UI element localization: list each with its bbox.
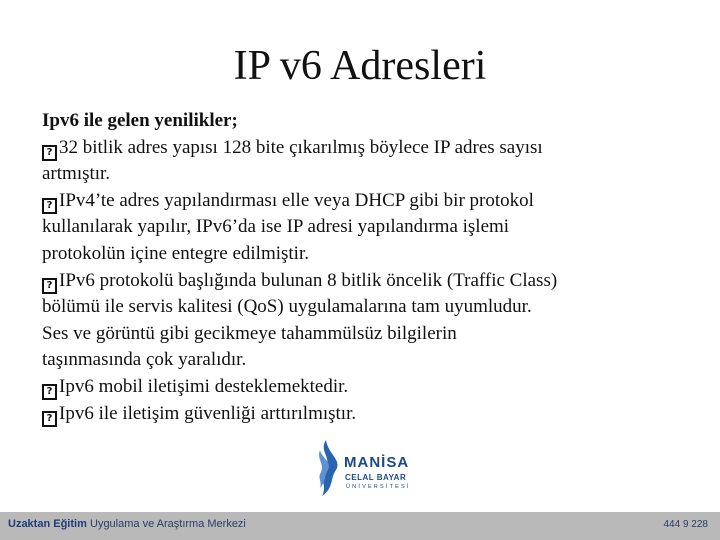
bullet-box-icon: ? <box>42 198 57 214</box>
bullet-box-icon: ? <box>42 411 57 427</box>
flame-icon <box>308 436 344 504</box>
slide-line <box>42 374 682 401</box>
slide-line-text: IPv6 protokolü başlığında bulunan 8 bitlik öncelik (Traffic Class) <box>59 269 558 291</box>
university-logo <box>308 436 418 504</box>
footer-brand: Uzaktan Eğitim <box>8 518 87 530</box>
logo-name: MANİSA <box>344 454 410 471</box>
slide-line-text: Ses ve görüntü gibi gecikmeye tahammülsüz bilgilerin <box>42 322 457 344</box>
slide-line <box>42 161 682 188</box>
slide-line <box>42 268 682 295</box>
bullet-box-icon: ? <box>42 278 57 294</box>
logo-sub2: ÜNİVERSİTESİ <box>346 484 411 490</box>
slide-line <box>42 321 682 348</box>
slide-line-text: bölümü ile servis kalitesi (QoS) uygulamalarına tam uyumludur. <box>42 296 532 318</box>
logo-sub: CELAL BAYAR <box>345 473 407 482</box>
slide-line-text: IPv4’te adres yapılandırması elle veya DHCP gibi bir protokol <box>59 189 534 211</box>
slide-line-text: protokolün içine entegre edilmiştir. <box>42 242 309 264</box>
slide-line <box>42 347 682 374</box>
footer-subtitle: Uygulama ve Araştırma Merkezi <box>90 518 246 530</box>
slide-line <box>42 401 682 428</box>
slide-heading: Ipv6 ile gelen yenilikler; <box>42 110 238 131</box>
slide-content <box>42 108 682 427</box>
slide-line-text: taşınmasında çok yaralıdır. <box>42 349 247 371</box>
bullet-box-icon: ? <box>42 384 57 400</box>
footer-phone: 444 9 228 <box>663 519 708 530</box>
slide-line-text: kullanılarak yapılır, IPv6’da ise IP adresi yapılandırma işlemi <box>42 216 510 238</box>
slide-line-text: Ipv6 mobil iletişimi desteklemektedir. <box>59 375 349 397</box>
slide-line-text: artmıştır. <box>42 163 111 185</box>
slide-line <box>42 135 682 162</box>
slide-line <box>42 214 682 241</box>
slide-line-text: Ipv6 ile iletişim güvenliği arttırılmıştır. <box>59 402 357 424</box>
slide-line <box>42 294 682 321</box>
slide-line <box>42 241 682 268</box>
bullet-list <box>42 135 682 428</box>
slide-line <box>42 188 682 215</box>
slide-line-text: 32 bitlik adres yapısı 128 bite çıkarılmış böylece IP adres sayısı <box>59 136 543 158</box>
bullet-box-icon: ? <box>42 145 57 161</box>
slide-title: IP v6 Adresleri <box>233 43 487 89</box>
footer-bar <box>0 512 720 540</box>
